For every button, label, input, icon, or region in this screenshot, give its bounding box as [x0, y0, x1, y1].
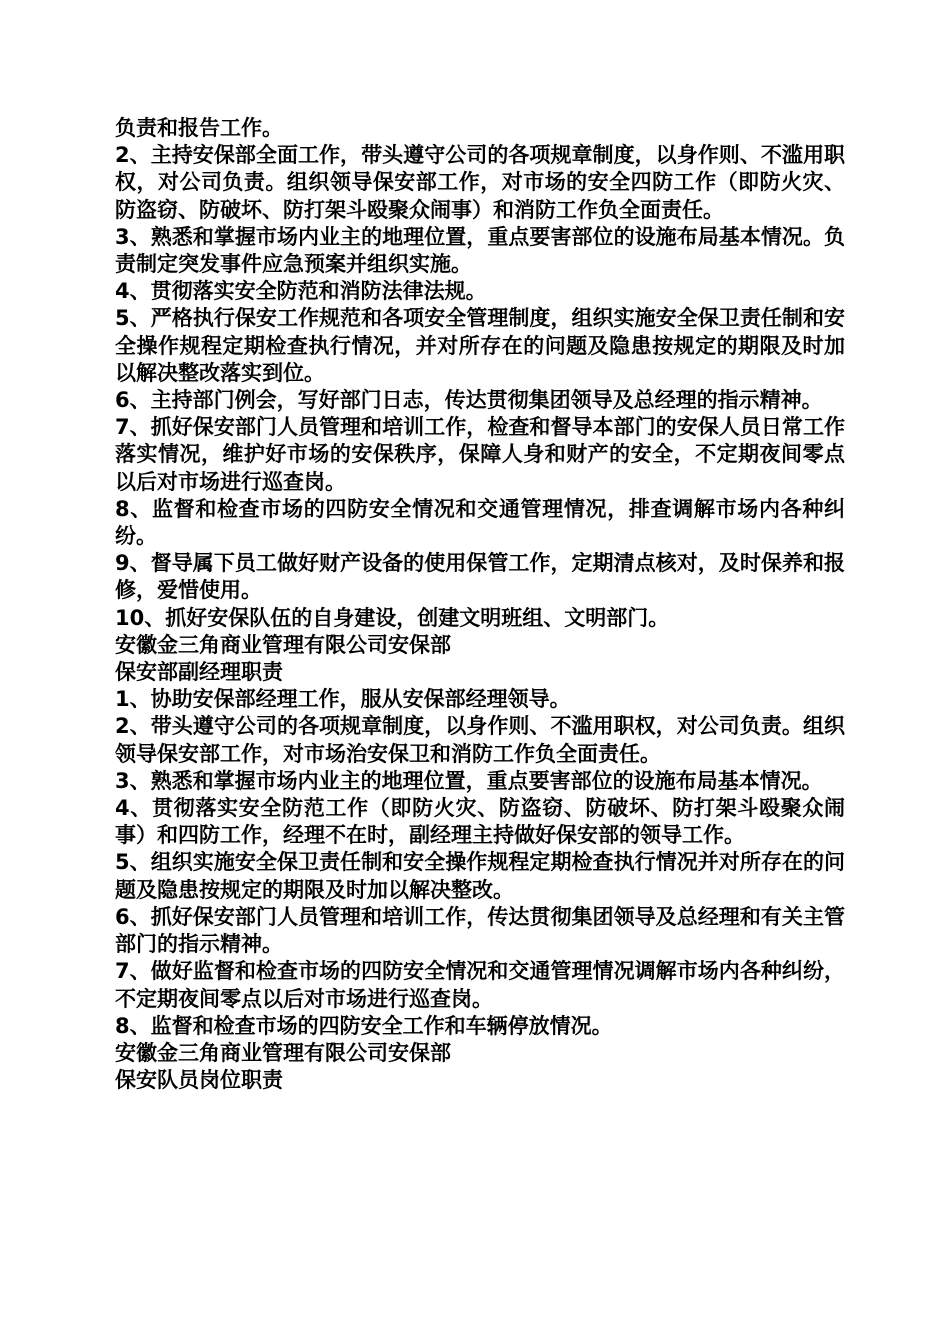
manager-duty-3: 3、熟悉和掌握市场内业主的地理位置，重点要害部位的设施布局基本情况。负责制定突发事件应急预案并组织实施。: [115, 224, 845, 277]
manager-duty-8: 8、监督和检查市场的四防安全情况和交通管理情况，排查调解市场内各种纠纷。: [115, 496, 845, 549]
manager-duty-4: 4、贯彻落实安全防范和消防法律法规。: [115, 279, 487, 304]
section-heading-deputy-manager: 保安部副经理职责: [115, 660, 283, 685]
manager-duty-2: 2、主持安保部全面工作，带头遵守公司的各项规章制度，以身作则、不滥用职权，对公司负责。组织领导保安部工作，对市场的安全四防工作（即防火灾、防盗窃、防破坏、防打架斗殴聚众闹事）和消防工作负全面责任。: [115, 143, 845, 222]
deputy-duty-8: 8、监督和检查市场的四防安全工作和车辆停放情况。: [115, 1013, 613, 1038]
manager-duty-6: 6、主持部门例会，写好部门日志，传达贯彻集团领导及总经理的指示精神。: [115, 388, 823, 413]
deputy-duty-4: 4、贯彻落实安全防范工作（即防火灾、防盗窃、防破坏、防打架斗殴聚众闹事）和四防工作，经理不在时，副经理主持做好保安部的领导工作。: [115, 796, 845, 848]
deputy-duty-2: 2、带头遵守公司的各项规章制度，以身作则、不滥用职权，对公司负责。组织领导保安部工作，对市场治安保卫和消防工作负全面责任。: [115, 714, 845, 766]
paragraph-continuation: 负责和报告工作。: [115, 116, 283, 140]
company-signature-2: 安徽金三角商业管理有限公司安保部: [115, 1040, 451, 1065]
deputy-duty-1: 1、协助安保部经理工作，服从安保部经理领导。: [115, 687, 571, 712]
deputy-duty-3: 3、熟悉和掌握市场内业主的地理位置，重点要害部位的设施布局基本情况。: [115, 768, 823, 793]
document-page: [115, 115, 845, 1094]
manager-duty-9: 9、督导属下员工做好财产设备的使用保管工作，定期清点核对，及时保养和报修，爱惜使用。: [115, 551, 845, 603]
manager-duty-7: 7、抓好保安部门人员管理和培训工作，检查和督导本部门的安保人员日常工作落实情况，维护好市场的安保秩序，保障人身和财产的安全，不定期夜间零点以后对市场进行巡查岗。: [115, 415, 845, 494]
deputy-duty-5: 5、组织实施安全保卫责任制和安全操作规程定期检查执行情况并对所存在的问题及隐患按规定的期限及时加以解决整改。: [115, 850, 845, 902]
manager-duty-10: 10、抓好安保队伍的自身建设，创建文明班组、文明部门。: [115, 605, 670, 630]
manager-duty-5: 5、严格执行保安工作规范和各项安全管理制度，组织实施安全保卫责任制和安全操作规程定期检查执行情况，并对所存在的问题及隐患按规定的期限及时加以解决整改落实到位。: [115, 306, 845, 385]
deputy-duty-7: 7、做好监督和检查市场的四防安全情况和交通管理情况调解市场内各种纠纷，不定期夜间零点以后对市场进行巡查岗。: [115, 959, 845, 1011]
deputy-duty-6: 6、抓好保安部门人员管理和培训工作，传达贯彻集团领导及总经理和有关主管部门的指示精神。: [115, 904, 845, 957]
company-signature: 安徽金三角商业管理有限公司安保部: [115, 632, 451, 657]
section-heading-security-guard: 保安队员岗位职责: [115, 1068, 283, 1093]
